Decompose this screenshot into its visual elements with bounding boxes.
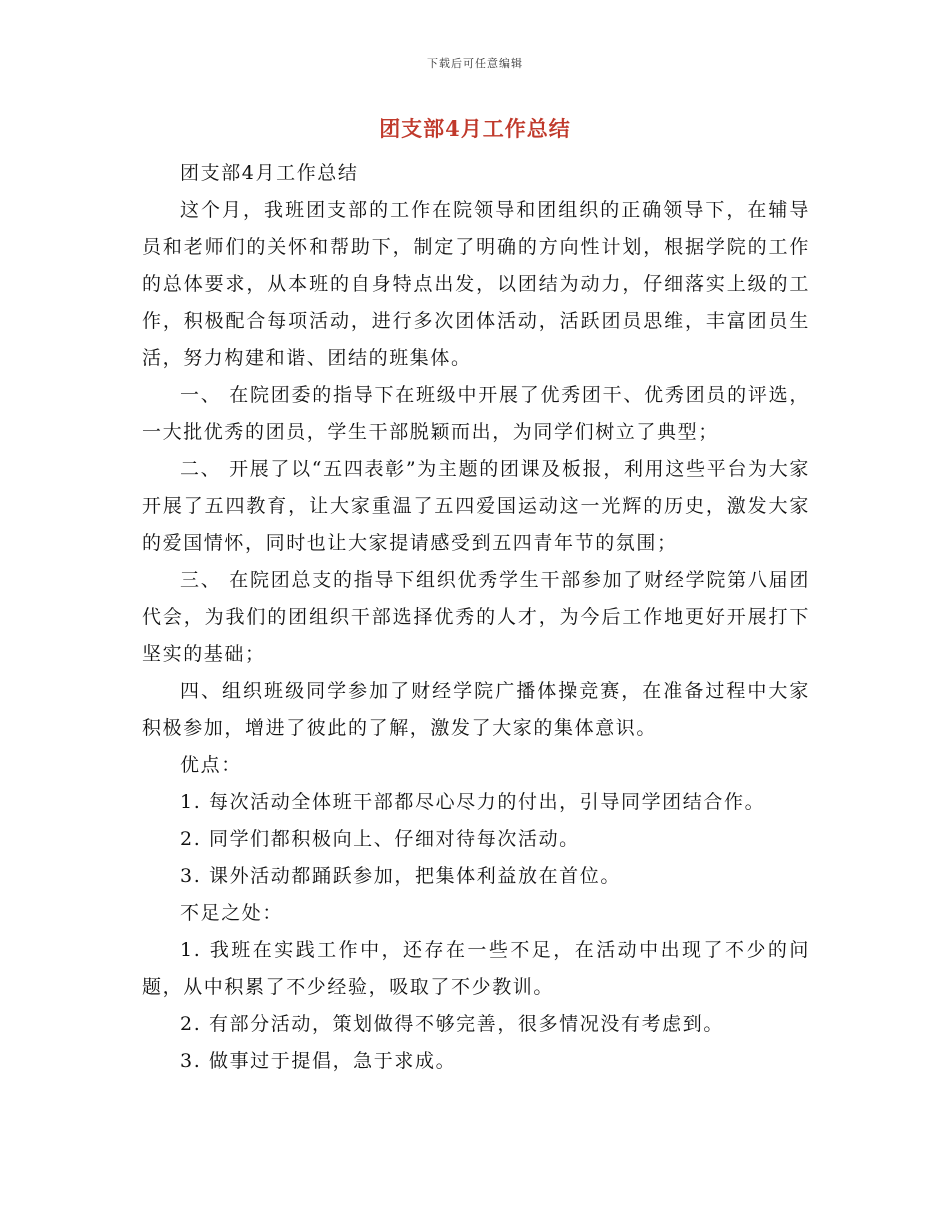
strength-item-2: 2. 同学们都积极向上、仔细对待每次活动。	[180, 828, 580, 850]
strength-item-3: 3. 课外活动都踊跃参加，把集体利益放在首位。	[180, 865, 621, 887]
weakness-item-2: 2. 有部分活动，策划做得不够完善，很多情况没有考虑到。	[180, 1013, 724, 1035]
paragraph-item-1: 一、 在院团委的指导下在班级中开展了优秀团干、优秀团员的评选，一大批优秀的团员，学生干部脱颖而出，为同学们树立了典型；	[142, 384, 810, 443]
document-body	[142, 155, 810, 1080]
strength-item-1: 1. 每次活动全体班干部都尽心尽力的付出，引导同学团结合作。	[180, 791, 766, 813]
weaknesses-heading: 不足之处：	[180, 902, 284, 924]
paragraph-item-4: 四、组织班级同学参加了财经学院广播体操竞赛，在准备过程中大家积极参加，增进了彼此的了解，激发了大家的集体意识。	[142, 680, 810, 739]
page-header-note: 下载后可任意编辑	[427, 57, 523, 70]
paragraph-item-3: 三、 在院团总支的指导下组织优秀学生干部参加了财经学院第八届团代会，为我们的团组织干部选择优秀的人才，为今后工作地更好开展打下坚实的基础；	[142, 569, 810, 665]
document-title: 团支部4月工作总结	[379, 116, 571, 141]
paragraph-item-2: 二、 开展了以“五四表彰”为主题的团课及板报，利用这些平台为大家开展了五四教育，让大家重温了五四爱国运动这一光辉的历史，激发大家的爱国情怀，同时也让大家提请感受到五四青年节的氛围；	[142, 458, 810, 554]
weakness-item-3: 3. 做事过于提倡，急于求成。	[180, 1050, 457, 1072]
paragraph-intro: 这个月，我班团支部的工作在院领导和团组织的正确领导下，在辅导员和老师们的关怀和帮助下，制定了明确的方向性计划，根据学院的工作的总体要求，从本班的自身特点出发，以团结为动力，仔细落实上级的工作，积极配合每项活动，进行多次团体活动，活跃团员思维，丰富团员生活，努力构建和谐、团结的班集体。	[142, 199, 810, 369]
paragraph-subtitle: 团支部4月工作总结	[180, 162, 359, 184]
strengths-heading: 优点：	[180, 754, 242, 776]
weakness-item-1: 1. 我班在实践工作中，还存在一些不足，在活动中出现了不少的问题，从中积累了不少经验，吸取了不少教训。	[142, 939, 810, 998]
